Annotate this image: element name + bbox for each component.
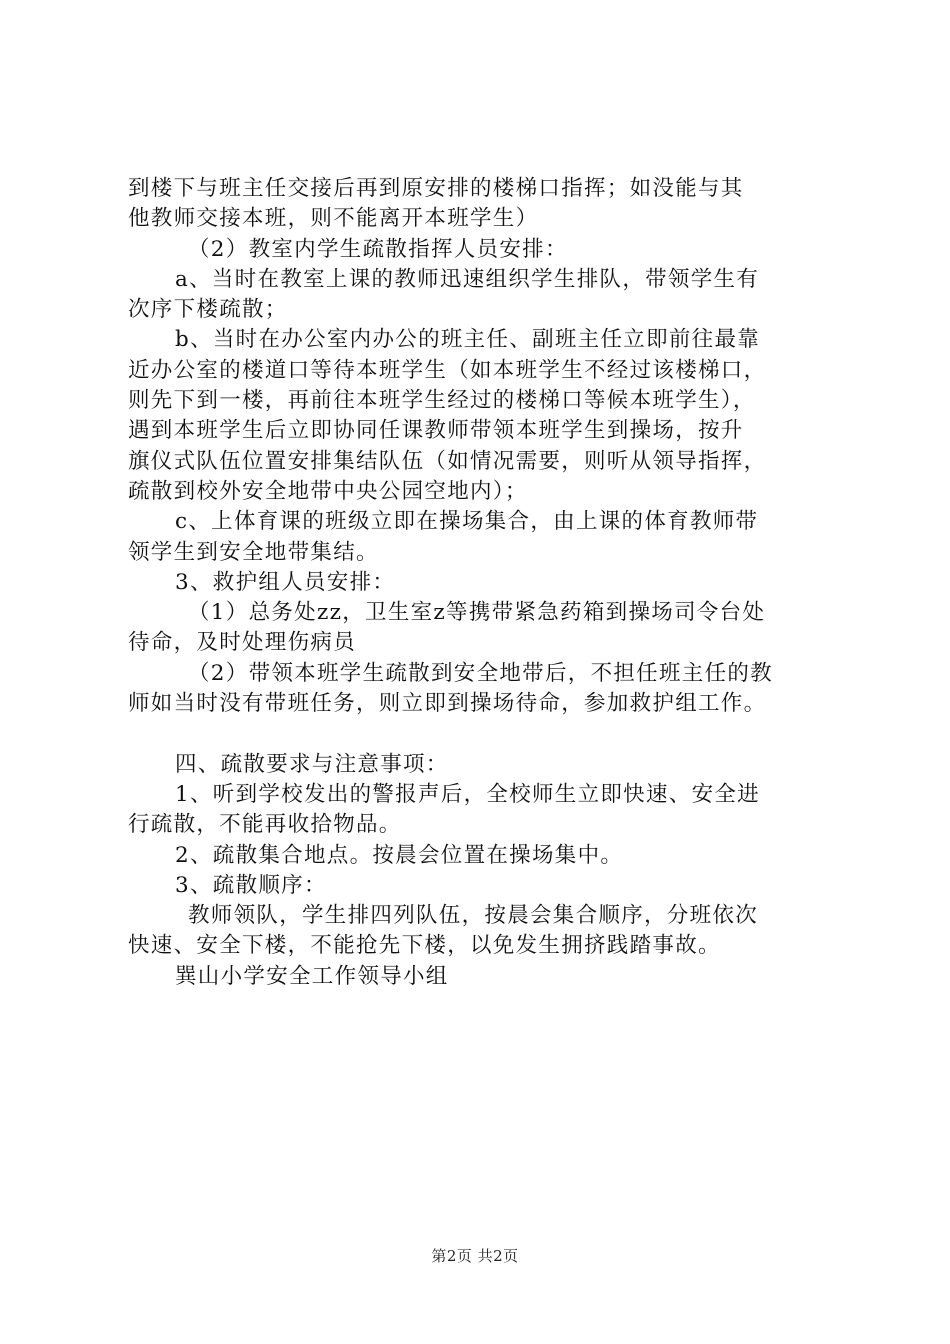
document-line: （1）总务处zz，卫生室z等携带紧急药箱到操场司令台处 [188, 600, 766, 626]
document-body [128, 174, 838, 992]
document-line: a、当时在教室上课的教师迅速组织学生排队，带领学生有 [175, 266, 760, 292]
document-line: 1、听到学校发出的警报声后，全校师生立即快速、安全进 [175, 781, 760, 807]
document-line: 领学生到安全地带集结。 [128, 539, 379, 565]
document-line: 近办公室的楼道口等待本班学生（如本班学生不经过该楼梯口， [128, 357, 767, 383]
page-footer: 第2页 共2页 [431, 1247, 519, 1265]
document-line: 到楼下与班主任交接后再到原安排的楼梯口指挥；如没能与其 [128, 176, 744, 201]
document-line: （2）教室内学生疏散指挥人员安排： [188, 236, 568, 262]
document-line: c、上体育课的班级立即在操场集合，由上课的体育教师带 [175, 509, 759, 535]
document-line: 次序下楼疏散； [128, 297, 288, 323]
document-line: 巽山小学安全工作领导小组 [175, 963, 449, 989]
document-line: 2、疏散集合地点。按晨会位置在操场集中。 [175, 842, 624, 868]
document-line: 快速、安全下楼，不能抢先下楼，以免发生拥挤践踏事故。 [128, 933, 721, 959]
document-line: 他教师交接本班，则不能离开本班学生） [128, 206, 539, 232]
document-line: b、当时在办公室内办公的班主任、副班主任立即前往最靠 [175, 327, 761, 353]
document-line: 遇到本班学生后立即协同任课教师带领本班学生到操场，按升 [128, 418, 744, 444]
document-line: 旗仪式队伍位置安排集结队伍（如情况需要，则听从领导指挥， [128, 448, 767, 474]
document-line: 师如当时没有带班任务，则立即到操场待命，参加救护组工作。 [128, 691, 767, 717]
document-line: 教师领队，学生排四列队伍，按晨会集合顺序，分班依次 [188, 903, 759, 929]
document-line: 疏散到校外安全地带中央公园空地内）； [128, 478, 528, 504]
document-line: 行疏散，不能再收拾物品。 [128, 812, 402, 838]
document-line: 则先下到一楼，再前往本班学生经过的楼梯口等候本班学生）， [128, 388, 756, 414]
document-line: 3、救护组人员安排： [175, 569, 396, 595]
document-line: 四、疏散要求与注意事项： [175, 751, 449, 777]
blank-line [128, 719, 838, 749]
document-line: 3、疏散顺序： [175, 872, 327, 898]
document-line: （2）带领本班学生疏散到安全地带后，不担任班主任的教 [188, 660, 773, 686]
document-line: 待命，及时处理伤病员 [128, 630, 357, 656]
